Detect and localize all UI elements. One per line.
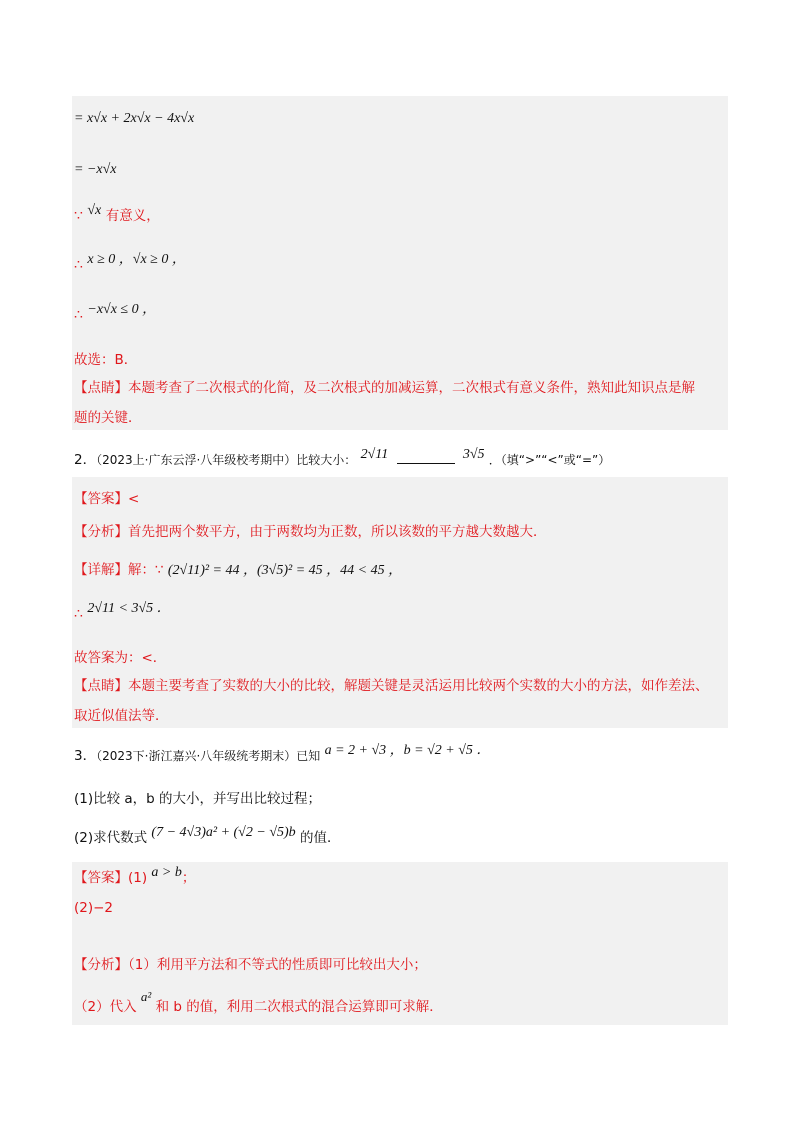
answer-line-1	[74, 865, 196, 889]
analysis-label: 【分析】	[74, 524, 128, 540]
math-expression: √x	[87, 203, 102, 218]
comment-text: 本题主要考查了实数的大小的比较，解题关键是灵活运用比较两个实数的大小的方法，如作差法、	[128, 678, 709, 694]
analysis-text: （2）代入	[74, 999, 137, 1015]
answer-label: 【答案】	[74, 870, 128, 886]
choice-text: 故选：B．	[74, 352, 138, 368]
because-line	[74, 203, 160, 227]
answer-statement	[74, 648, 166, 668]
question-3	[74, 743, 491, 767]
question-source: （2023下·浙江嘉兴·八年级统考期末）已知	[96, 749, 321, 763]
answer-blank[interactable]	[397, 453, 455, 464]
therefore-line-1	[74, 252, 186, 276]
math-expression: (2√11)² = 44 ，(3√5)² = 45 ，44 < 45 ，	[167, 563, 403, 578]
answer-line-2	[74, 898, 113, 918]
math-expression: x ≥ 0 ，√x ≥ 0 ，	[87, 252, 186, 267]
analysis-line	[74, 522, 547, 542]
answer-tail: ；	[181, 870, 196, 886]
analysis-text: （1）利用平方法和不等式的性质即可比较出大小；	[128, 957, 427, 973]
therefore-line-2	[74, 302, 157, 326]
question-source: （2023上·广东云浮·八年级校考期中）比较大小：	[96, 453, 357, 467]
detail-prefix: 解：∵	[128, 562, 164, 578]
comment-label: 【点睛】	[74, 678, 128, 694]
comment-text: 本题考查了二次根式的化简，及二次根式的加减运算，二次根式有意义条件，熟知此知识点是解	[128, 380, 695, 396]
part-text: (1)比较 a，b 的大小，并写出比较过程；	[74, 791, 322, 807]
math-expression: −x√x ≤ 0 ，	[87, 302, 157, 317]
question-number: 2．	[74, 452, 97, 468]
comment-line-2	[74, 408, 142, 428]
answer-value: <	[128, 491, 140, 507]
answer-value: (1)	[128, 870, 148, 886]
therefore-symbol: ∴	[74, 307, 83, 323]
comment-line-1	[74, 676, 709, 696]
math-expression: a = 2 + √3 ，b = √2 + √5 ．	[324, 743, 491, 758]
detail-label: 【详解】	[74, 562, 128, 578]
step-line-1	[74, 108, 194, 129]
analysis-text: 首先把两个数平方，由于两数均为正数，所以该数的平方越大数越大．	[128, 524, 547, 540]
question-2	[74, 447, 611, 471]
question-tail: ．（填“>”“<”或“=”）	[488, 453, 611, 467]
answer-statement-text: 故答案为：<．	[74, 650, 167, 666]
comment-label: 【点睛】	[74, 380, 128, 396]
answer-line	[74, 489, 139, 509]
comment-line-2	[74, 706, 169, 726]
part-text: (2)求代数式	[74, 830, 148, 846]
question-3-part-1	[74, 789, 321, 809]
math-expression: 3√5	[462, 447, 485, 462]
math-expression: (7 − 4√3)a² + (√2 − √5)b	[151, 825, 296, 840]
comment-text: 题的关键．	[74, 410, 142, 426]
choice-line	[74, 350, 137, 370]
analysis-label: 【分析】	[74, 957, 128, 973]
math-expression: = −x√x	[74, 162, 117, 177]
answer-label: 【答案】	[74, 491, 128, 507]
part-text: 的值．	[299, 830, 341, 846]
question-number: 3．	[74, 748, 97, 764]
because-text: 有意义，	[105, 208, 160, 224]
analysis-line-1	[74, 955, 427, 975]
math-expression: = x√x + 2x√x − 4x√x	[74, 111, 195, 126]
therefore-symbol: ∴	[74, 606, 83, 622]
analysis-line-2	[74, 989, 443, 1017]
question-3-part-2	[74, 825, 341, 849]
therefore-symbol: ∴	[74, 257, 83, 273]
math-expression: a²	[140, 989, 152, 1004]
math-expression: 2√11 < 3√5 ．	[87, 601, 171, 616]
because-symbol: ∵	[74, 208, 83, 224]
therefore-line	[74, 601, 171, 625]
step-line-2	[74, 159, 117, 180]
analysis-text: 和 b 的值，利用二次根式的混合运算即可求解．	[155, 999, 443, 1015]
comment-text: 取近似值法等．	[74, 708, 169, 724]
detail-line	[74, 560, 402, 581]
math-expression: 2√11	[360, 447, 389, 462]
answer-value: (2)−2	[74, 900, 114, 916]
math-expression: a > b	[151, 865, 182, 880]
comment-line-1	[74, 378, 695, 398]
